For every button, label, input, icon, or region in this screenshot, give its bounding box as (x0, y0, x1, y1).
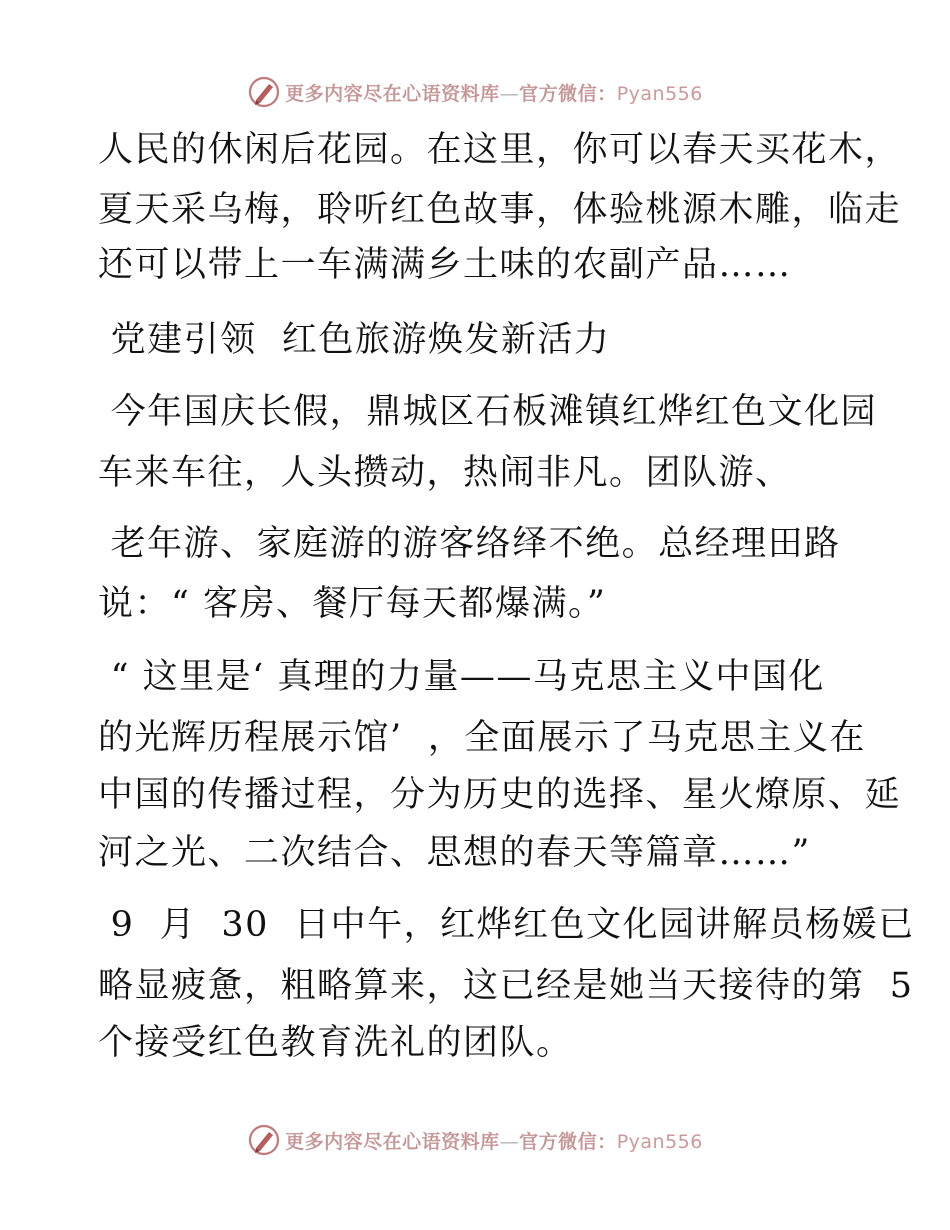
watermark-wechat-id: Pyan556 (616, 1130, 703, 1153)
watermark-text (285, 1127, 703, 1154)
section-heading: 党建引领 红色旅游焕发新活力 (98, 320, 611, 360)
watermark-wechat-label: 官方微信： (519, 1130, 617, 1153)
body-line: 个接受红色教育洗礼的团队。 (98, 1023, 573, 1063)
body-line: 的光辉历程展示馆’ ，全面展示了马克思主义在 (98, 718, 866, 758)
watermark-wechat-id: Pyan556 (616, 82, 703, 105)
body-line: 老年游、家庭游的游客络绎不绝。总经理田路 (98, 524, 841, 564)
header-watermark (0, 72, 950, 112)
body-line: 夏天采乌梅，聆听红色故事，体验桃源木雕，临走 (98, 190, 902, 230)
footer-watermark (0, 1120, 950, 1160)
watermark-main: 更多内容尽在心语资料库 (285, 82, 500, 105)
watermark-text (285, 79, 703, 106)
watermark-dash: — (499, 1130, 520, 1153)
body-line: 还可以带上一车满满乡土味的农副产品…… (98, 245, 792, 285)
body-line: 略显疲惫，粗略算来，这已经是她当天接待的第 5 (98, 966, 914, 1006)
body-line: 人民的休闲后花园。在这里，你可以春天买花木， (98, 130, 902, 170)
body-line: 中国的传播过程，分为历史的选择、星火燎原、延 (98, 775, 902, 815)
body-line: 河之光、二次结合、思想的春天等篇章……” (98, 833, 811, 873)
pen-logo-icon (247, 1123, 281, 1157)
pen-logo-icon (247, 75, 281, 109)
body-line: “ 这里是‘ 真理的力量——马克思主义中国化 (98, 657, 825, 697)
body-line: 9 月 30 日中午，红烨红色文化园讲解员杨媛已 (98, 905, 915, 945)
body-line: 今年国庆长假，鼎城区石板滩镇红烨红色文化园 (98, 392, 878, 432)
watermark-wechat-label: 官方微信： (519, 82, 617, 105)
watermark-main: 更多内容尽在心语资料库 (285, 1130, 500, 1153)
body-line: 说：“ 客房、餐厅每天都爆满。” (98, 584, 607, 624)
watermark-dash: — (499, 82, 520, 105)
body-line: 车来车往，人头攒动，热闹非凡。团队游、 (98, 453, 792, 493)
